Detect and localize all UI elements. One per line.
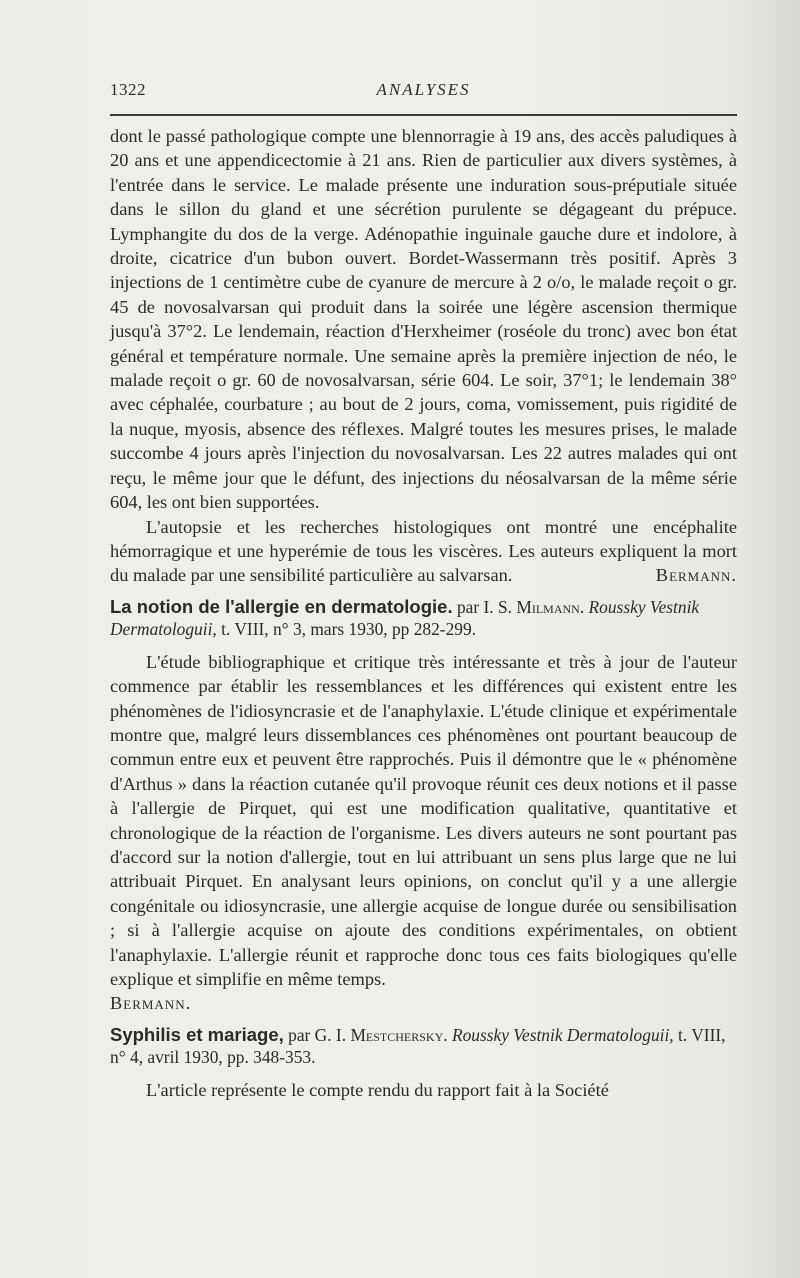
- article3-journal: Roussky Vestnik Dermatologuii,: [451, 1024, 674, 1045]
- article3-heading: [110, 1024, 737, 1068]
- article1-signature: Bermann.: [655, 565, 737, 586]
- article3-title: Syphilis et mariage,: [110, 1023, 284, 1045]
- page-header: [110, 76, 737, 106]
- article2-heading: [110, 596, 737, 640]
- article2-paragraph: L'étude bibliographique et critique très intéressante et très à jour de l'auteur commence par établir les ressemblances et les différences qui existent entre les phénomènes de l'idiosyncrasie et de l'anaphylaxie. L'étude clinique et expérimentale montre que, malgré leurs dissemblances ces phénomènes ont pourtant beaucoup de commun entre eux et peuvent être rapprochés. Puis il démontre que le « phénomène d'Arthus » dans la réaction cutanée qu'il provoque réunit ces deux notions et il passe à l'allergie de Pirquet, qui est une modification qualitative, quantitative et chronologique de la réaction de l'organisme. Les divers auteurs ne sont pourtant pas d'accord sur la notion d'allergie, tout en lui attribuant un sens plus large que ne lui attribuait Pirquet. En analysant leurs opinions, on conclut qu'il y a une allergie congénitale ou idiosyncrasie, une allergie acquise de longue durée ou sensibilisation ; si à l'allergie acquise on ajoute des conditions expérimentales, on obtient l'anaphylaxie. L'allergie réunit et rapproche donc tous ces faits biologiques qu'elle explique et simplifie en même temps.: [110, 651, 737, 989]
- article2-journal: Roussky Vestnik Dermatologuii,: [110, 596, 700, 639]
- article2-title: La notion de l'allergie en dermatologie.: [110, 595, 453, 617]
- article2-by: par I. S.: [456, 596, 513, 617]
- article2-author: Milmann.: [516, 596, 585, 617]
- header-rule: [110, 114, 737, 116]
- article3-paragraph: L'article représente le compte rendu du rapport fait à la Société: [146, 1079, 609, 1100]
- page-content: [110, 124, 737, 1102]
- page-number: 1322: [110, 80, 146, 99]
- article1-paragraph2: [110, 515, 737, 588]
- article1-paragraph2-text: L'autopsie et les recherches histologiques ont montré une encéphalite hémorragique et une hyperémie de tous les viscères. Les auteurs expliquent la mort du malade par une sensibilité particulière au salvarsan.: [110, 516, 737, 586]
- running-title: ANALYSES: [376, 80, 471, 99]
- article3-author: Mestchersky.: [350, 1024, 448, 1045]
- article3-details: t. VIII, n° 4, avril 1930, pp. 348-353.: [110, 1024, 726, 1067]
- article1-paragraph1: dont le passé pathologique compte une blennorragie à 19 ans, des accès paludiques à 20 ans et une appendicectomie à 21 ans. Rien de particulier aux divers systèmes, à l'entrée dans le service. Le malade présente une induration sous-préputiale située dans le sillon du gland et une sécrétion purulente se dégageant du prépuce. Lymphangite du dos de la verge. Adénopathie inguinale gauche dure et indolore, à droite, cicatrice d'un bubon ouvert. Bordet-Wassermann très positif. Après 3 injections de 1 centimètre cube de cyanure de mercure à 2 o/o, le malade reçoit o gr. 45 de novosalvarsan qui produit dans la soirée une légère ascension thermique jusqu'à 37°2. Le lendemain, réaction d'Herxheimer (roséole du tronc) avec bon état général et température normale. Une semaine après la première injection de néo, le malade reçoit o gr. 60 de novosalvarsan, série 604. Le soir, 37°1; le lendemain 38° avec céphalée, courbature ; au bout de 2 jours, coma, vomissement, puis rigidité de la nuque, myosis, absence des réflexes. Malgré toutes les mesures prises, le malade succombe 4 jours après l'injection du novosalvarsan. Les 22 autres malades qui ont reçu, le même jour que le défunt, des injections du néosalvarsan de la même série 604, les ont bien supportées.: [110, 126, 737, 513]
- article2-details: t. VIII, n° 3, mars 1930, pp 282-299.: [221, 618, 477, 639]
- article2-signature: Bermann.: [110, 993, 192, 1014]
- article3-by: par G. I.: [288, 1024, 347, 1045]
